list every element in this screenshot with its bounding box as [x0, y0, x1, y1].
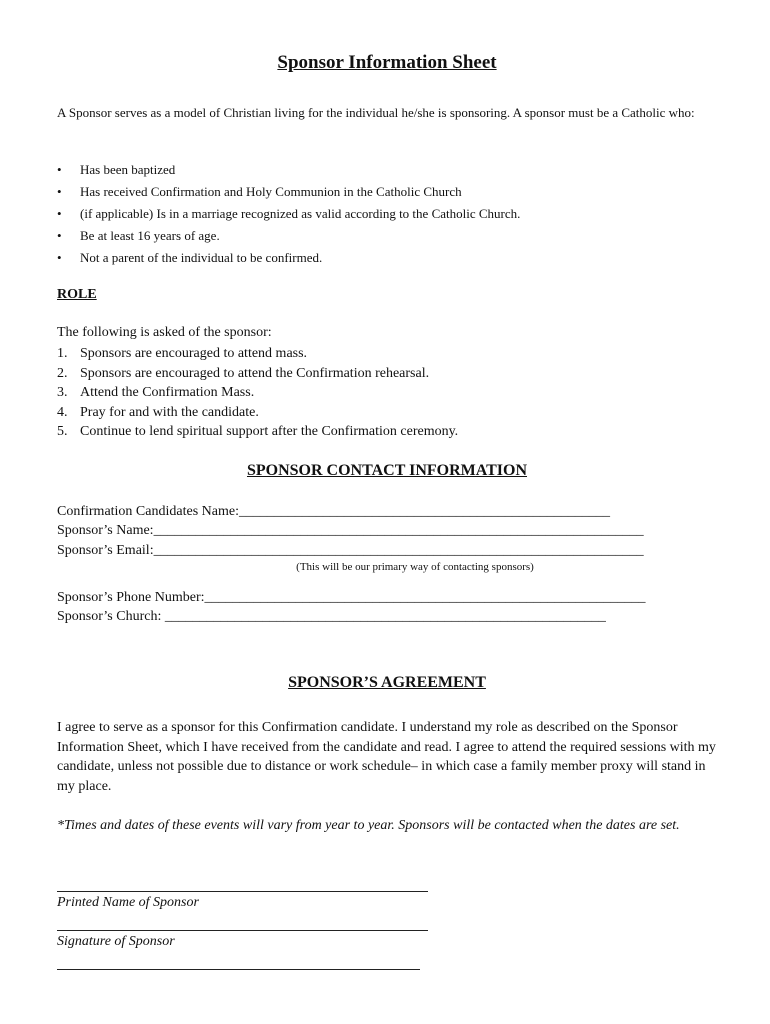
list-item: • (if applicable) Is in a marriage recognized as valid according to the Catholic Church.: [57, 204, 520, 226]
role-intro: The following is asked of the sponsor:: [57, 325, 272, 340]
signature-label: Signature of Sponsor: [57, 934, 175, 949]
task-number: 4.: [57, 404, 68, 420]
intro-paragraph: A Sponsor serves as a model of Christian living for the individual he/she is sponsoring. A sponsor must be a Catholic who:: [57, 105, 695, 120]
task-text: Sponsors are encouraged to attend the Confirmation rehearsal.: [80, 365, 430, 381]
sponsor-church-field[interactable]: Sponsor’s Church: _______________________________________________________________: [57, 609, 606, 624]
dates-note: *Times and dates of these events will vary from year to year. Sponsors will be contacted when the dates are set.: [57, 818, 680, 833]
list-item: [57, 422, 458, 442]
sponsor-name-field[interactable]: Sponsor’s Name:______________________________________________________________________: [57, 523, 644, 538]
list-item: • Has received Confirmation and Holy Communion in the Catholic Church: [57, 182, 520, 204]
contact-heading: SPONSOR CONTACT INFORMATION: [246, 462, 528, 479]
task-text: Continue to lend spiritual support after the Confirmation ceremony.: [80, 424, 459, 440]
sponsor-phone-field[interactable]: Sponsor’s Phone Number:_______________________________________________________________: [57, 590, 646, 605]
task-text: Attend the Confirmation Mass.: [80, 385, 255, 401]
task-number: 5.: [57, 424, 68, 440]
list-item: [57, 344, 458, 364]
list-item: [57, 383, 458, 403]
signature-line[interactable]: [57, 930, 428, 931]
task-number: 1.: [57, 346, 68, 361]
role-heading: ROLE: [57, 287, 97, 302]
requirements-list: [57, 160, 520, 270]
list-item: [57, 403, 458, 423]
printed-name-label: Printed Name of Sponsor: [57, 895, 199, 910]
sponsor-email-field[interactable]: Sponsor’s Email:______________________________________________________________________: [57, 543, 644, 558]
candidate-name-field[interactable]: Confirmation Candidates Name:_____________________________________________________: [57, 504, 610, 519]
list-item: • Be at least 16 years of age.: [57, 226, 520, 248]
page-title: Sponsor Information Sheet: [277, 52, 497, 73]
printed-name-line[interactable]: [57, 891, 428, 892]
task-text: Pray for and with the candidate.: [80, 404, 259, 420]
agreement-heading: SPONSOR’S AGREEMENT: [288, 674, 486, 691]
role-task-list: [57, 344, 458, 442]
list-item: • Not a parent of the individual to be confirmed.: [57, 248, 520, 270]
email-note: (This will be our primary way of contacting sponsors): [296, 561, 534, 573]
agreement-paragraph: I agree to serve as a sponsor for this Confirmation candidate. I understand my role as described on the Sponsor Information Sheet, which I have received from the candidate and read. I agree to attend the required sessions with my candidate, unless not possible due to distance or work schedule– in which case a family member proxy will stand in my place.: [57, 720, 716, 795]
task-number: 2.: [57, 365, 68, 381]
list-item: • Has been baptized: [57, 160, 520, 182]
task-text: Sponsors are encouraged to attend mass.: [80, 346, 308, 361]
list-item: [57, 364, 458, 384]
date-line[interactable]: [57, 969, 420, 970]
task-number: 3.: [57, 385, 68, 401]
